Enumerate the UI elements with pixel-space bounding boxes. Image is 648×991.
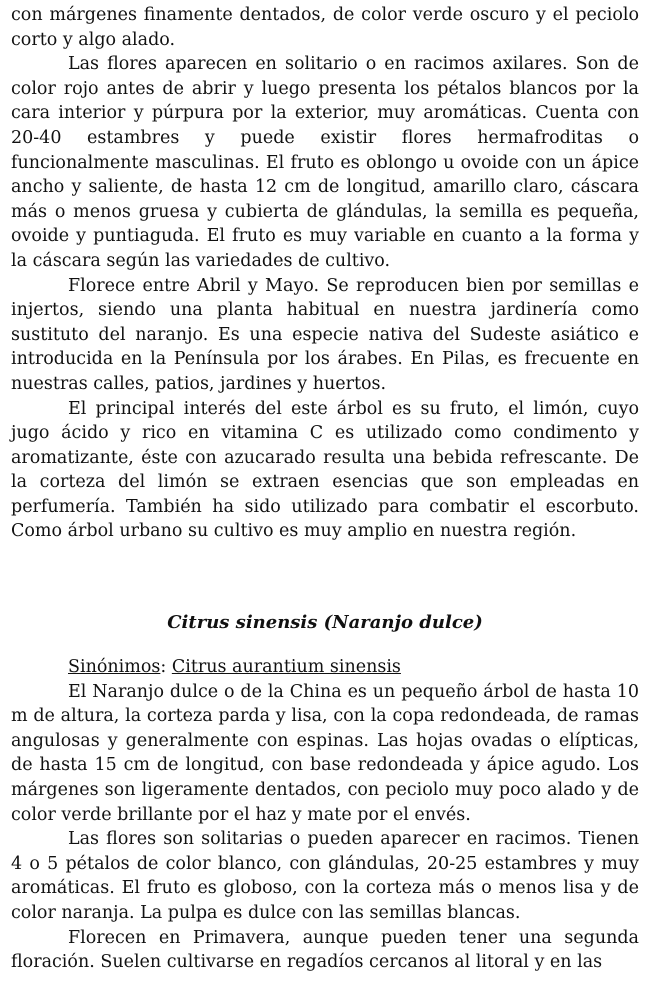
synonyms-line xyxy=(11,655,639,680)
paragraph-orange-flowering: Florecen en Primavera, aunque pueden tener una segunda floración. Suelen cultivarse en regadíos cercanos al litoral y en las xyxy=(11,927,639,973)
synonyms-value: Citrus aurantium sinensis xyxy=(171,657,401,677)
paragraph-lemon-flowers: Las flores aparecen en solitario o en racimos axilares. Son de color rojo antes de abrir y luego presenta los pétalos blancos por la cara interior y púrpura por la exterior, muy aromáticas. Cuenta con 20-40 estambres y puede existir flores hermafroditas o funcionalmente masculinas. El fruto es oblongo u ovoide con un ápice ancho y saliente, de hasta 12 cm de longitud, amarillo claro, cáscara más o menos gruesa y cubierta de glándulas, la semilla es pequeña, ovoide y puntiaguda. El fruto es muy variable en cuanto a la forma y la cáscara según las variedades de cultivo. xyxy=(11,54,639,271)
paragraph-orange-description: El Naranjo dulce o de la China es un pequeño árbol de hasta 10 m de altura, la corteza parda y lisa, con la copa redondeada, de ramas angulosas y generalmente con espinas. Las hojas ovadas o elípticas, de hasta 15 cm de longitud, con base redondeada y ápice agudo. Los márgenes son ligeramente dentados, con peciolo muy poco alado y de color verde brillante por el haz y mate por el envés. xyxy=(11,681,639,825)
paragraph-orange-flowers: Las flores son solitarias o pueden aparecer en racimos. Tienen 4 o 5 pétalos de color blanco, con glándulas, 20-25 estambres y muy aromáticas. El fruto es globoso, con la corteza más o menos lisa y de color naranja. La pulpa es dulce con las semillas blancas. xyxy=(11,829,639,923)
synonyms-separator: : xyxy=(160,657,172,677)
species-heading: Citrus sinensis (Naranjo dulce) xyxy=(167,612,483,633)
paragraph-leaf-margins: con márgenes finamente dentados, de color verde oscuro y el peciolo corto y algo alado. xyxy=(11,5,639,50)
top-text-section xyxy=(11,3,639,544)
paragraph-lemon-uses: El principal interés del este árbol es su fruto, el limón, cuyo jugo ácido y rico en vitamina C es utilizado como condimento y aromatizante, éste con azucarado resulta una bebida refrescante. De la corteza del limón se extraen esencias que son empleadas en perfumería. También ha sido utilizado para combatir el escorbuto. Como árbol urbano su cultivo es muy amplio en nuestra región. xyxy=(11,398,639,542)
synonyms-label: Sinónimos xyxy=(68,657,161,677)
species-text-section xyxy=(11,655,639,975)
paragraph-lemon-flowering: Florece entre Abril y Mayo. Se reproducen bien por semillas e injertos, siendo una planta habitual en nuestra jardinería como sustituto del naranjo. Es una especie nativa del Sudeste asiático e introducida en la Península por los árabes. En Pilas, es frecuente en nuestras calles, patios, jardines y huertos. xyxy=(11,275,639,394)
